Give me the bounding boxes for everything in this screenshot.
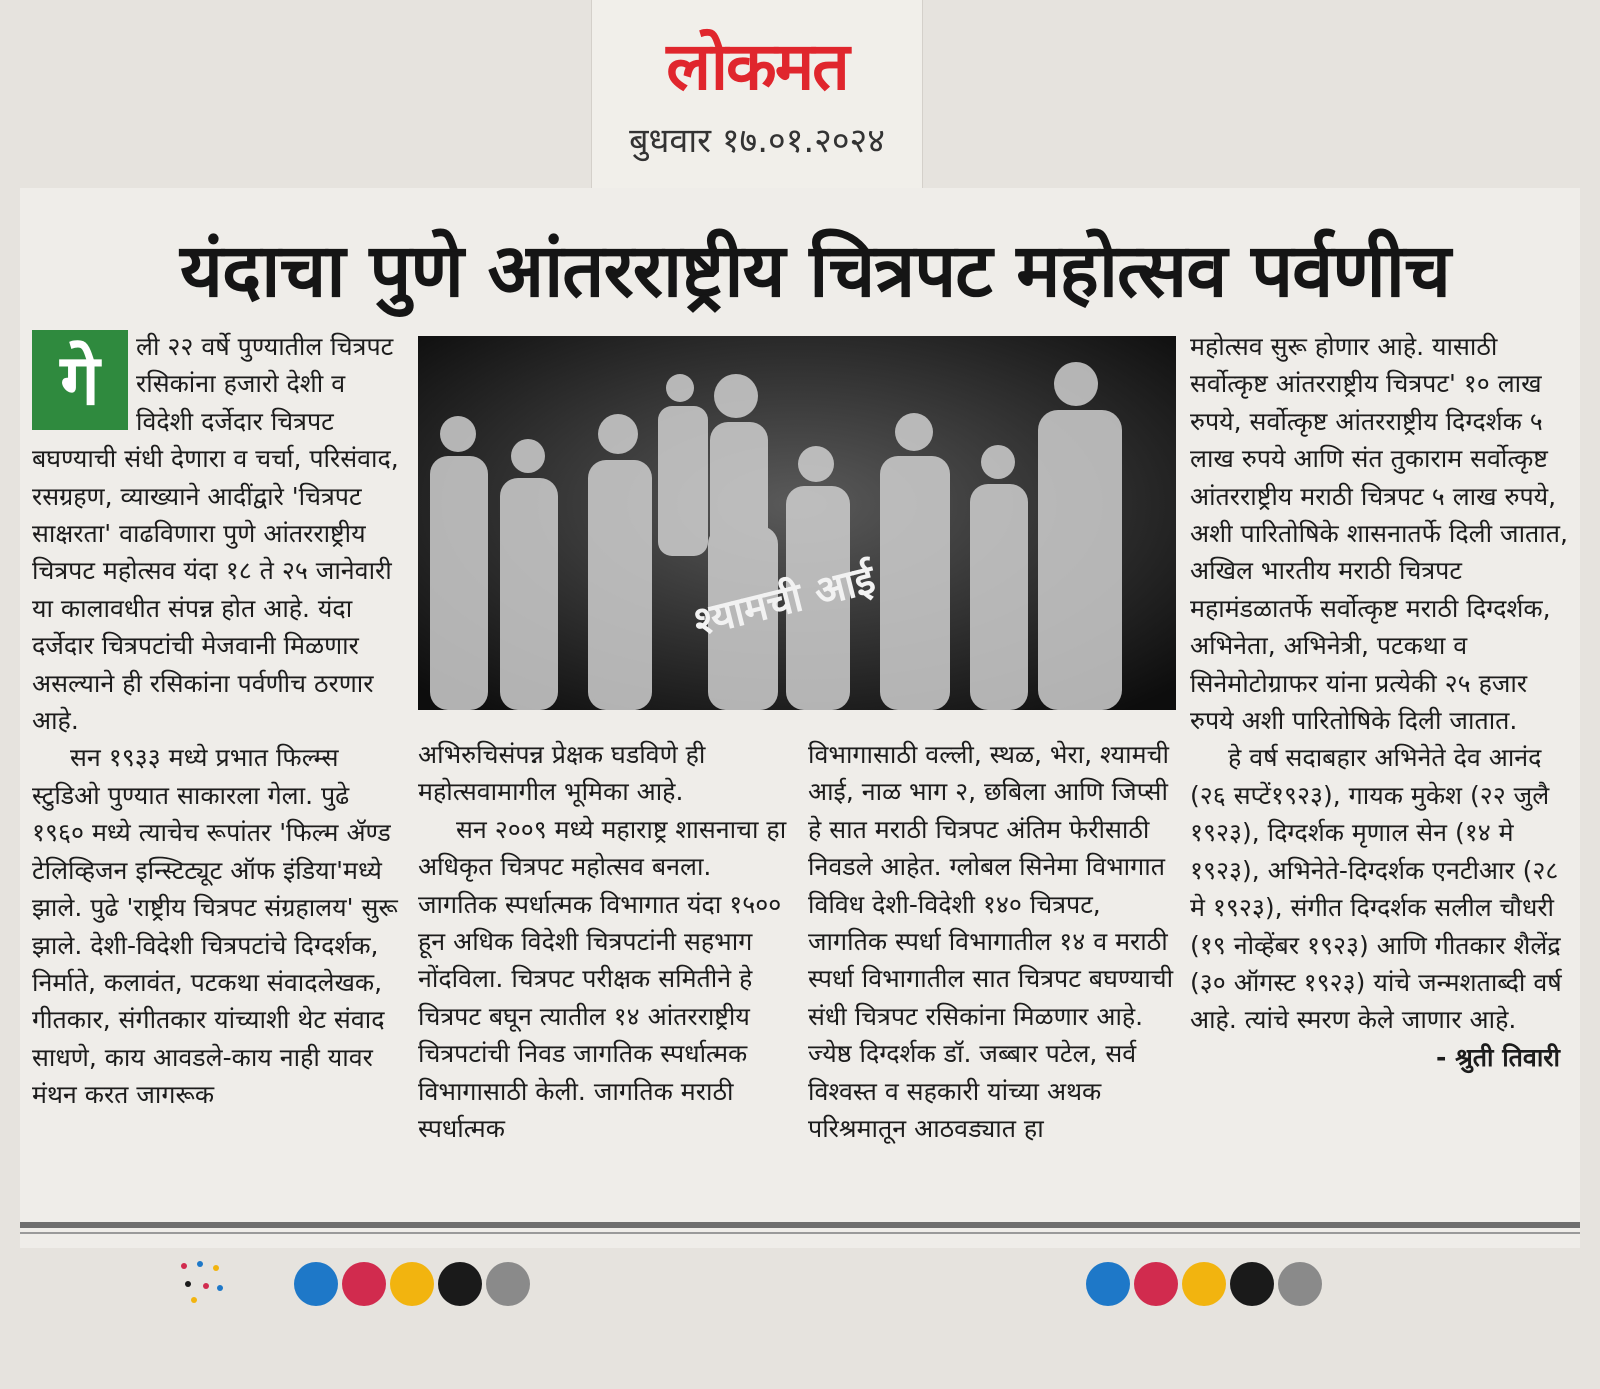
- color-registration-mark: [1278, 1262, 1322, 1306]
- article-column-1: [32, 328, 402, 1114]
- film-title-overlay: श्यामची आई: [689, 556, 880, 646]
- lead-paragraph: ली २२ वर्षे पुण्यातील चित्रपट रसिकांना हजारो देशी व विदेशी दर्जेदार चित्रपट बघण्याची संधी देणारा व चर्चा, परिसंवाद, रसग्रहण, व्याख्याने आदींद्वारे 'चित्रपट साक्षरता' वाढविणारा पुणे आंतरराष्ट्रीय चित्रपट महोत्सव यंदा १८ ते २५ जानेवारी या कालावधीत संपन्न होत आहे. यंदा दर्जेदार चित्रपटांची मेजवानी मिळणार असल्याने ही रसिकांना पर्वणीच ठरणार आहे.: [32, 332, 399, 736]
- color-registration-mark: [1086, 1262, 1130, 1306]
- article-column-2: [418, 736, 788, 1147]
- registration-dots-icon: [176, 1258, 226, 1308]
- masthead: [592, 0, 922, 188]
- color-registration-mark: [486, 1262, 530, 1306]
- article-headline: यंदाचा पुणे आंतरराष्ट्रीय चित्रपट महोत्सव पर्वणीच: [180, 228, 1450, 314]
- article-column-4: [1190, 328, 1570, 1076]
- color-registration-mark: [342, 1262, 386, 1306]
- film-still-photo: [418, 336, 1176, 710]
- newspaper-logo: लोकमत: [666, 28, 848, 105]
- group-portrait-image: [418, 336, 1176, 710]
- article-column-3: [808, 736, 1178, 1147]
- paragraph: सन २००९ मध्ये महाराष्ट्र शासनाचा हा अधिकृत चित्रपट महोत्सव बनला. जागतिक स्पर्धात्मक विभागात यंदा १५०० हून अधिक विदेशी चित्रपटांनी सहभाग नोंदविला. चित्रपट परीक्षक समितीने हे चित्रपट बघून त्यातील १४ आंतरराष्ट्रीय चित्रपटांची निवड जागतिक स्पर्धात्मक विभागासाठी केली. जागतिक मराठी स्पर्धात्मक: [418, 814, 787, 1144]
- paragraph: सन १९३३ मध्ये प्रभात फिल्म्स स्टुडिओ पुण्यात साकारला गेला. पुढे १९६० मध्ये त्याचेच रूपांतर 'फिल्म ॲण्ड टेलिव्हिजन इन्स्टिट्यूट ऑफ इंडिया'मध्ये झाले. पुढे 'राष्ट्रीय चित्रपट संग्रहालय' सुरू झाले. देशी-विदेशी चित्रपटांचे दिग्दर्शक, निर्माते, कलावंत, पटकथा संवादलेखक, गीतकार, संगीतकार यांच्याशी थेट संवाद साधणे, काय आवडले-काय नाही यावर मंथन करत जागरूक: [32, 743, 398, 1110]
- author-byline: - श्रुती तिवारी: [1435, 1042, 1560, 1072]
- publication-date: बुधवार १७.०१.२०२४: [629, 121, 885, 161]
- news-clipping: [20, 188, 1580, 1248]
- paragraph: हे वर्ष सदाबहार अभिनेते देव आनंद (२६ सप्टें१९२३), गायक मुकेश (२२ जुलै १९२३), दिग्दर्शक मृणाल सेन (१४ मे १९२३), अभिनेते-दिग्दर्शक एनटीआर (२८ मे १९२३), संगीत दिग्दर्शक सलील चौधरी (१९ नोव्हेंबर १९२३) आणि गीतकार शैलेंद्र (३० ऑगस्ट १९२३) यांचे जन्मशताब्दी वर्ष आहे. त्यांचे स्मरण केले जाणार आहे.: [1190, 743, 1562, 1035]
- color-registration-mark: [438, 1262, 482, 1306]
- color-registration-mark: [294, 1262, 338, 1306]
- color-registration-mark: [1230, 1262, 1274, 1306]
- paragraph: अभिरुचिसंपन्न प्रेक्षक घडविणे ही महोत्सवामागील भूमिका आहे.: [418, 740, 706, 807]
- bottom-rule: [20, 1222, 1580, 1228]
- paragraph: विभागासाठी वल्ली, स्थळ, भेरा, श्यामची आई, नाळ भाग २, छबिला आणि जिप्सी हे सात मराठी चित्रपट अंतिम फेरीसाठी निवडले आहेत. ग्लोबल सिनेमा विभागात विविध देशी-विदेशी १४० चित्रपट, जागतिक स्पर्धा विभागातील १४ व मराठी स्पर्धा विभागातील सात चित्रपट बघण्याची संधी चित्रपट रसिकांना मिळणार आहे. ज्येष्ठ दिग्दर्शक डॉ. जब्बार पटेल, सर्व विश्वस्त व सहकारी यांच्या अथक परिश्रमातून आठवड्यात हा: [808, 740, 1174, 1144]
- paragraph: महोत्सव सुरू होणार आहे. यासाठी सर्वोत्कृष्ट आंतरराष्ट्रीय चित्रपट' १० लाख रुपये, सर्वोत्कृष्ट आंतरराष्ट्रीय दिग्दर्शक ५ लाख रुपये आणि संत तुकाराम सर्वोत्कृष्ट आंतरराष्ट्रीय मराठी चित्रपट ५ लाख रुपये, अशी पारितोषिके शासनातर्फे दिली जातात, अखिल भारतीय मराठी चित्रपट महामंडळातर्फे सर्वोत्कृष्ट मराठी दिग्दर्शक, अभिनेता, अभिनेत्री, पटकथा व सिनेमोटोग्राफर यांना प्रत्येकी २५ हजार रुपये अशी पारितोषिके दिली जातात.: [1190, 332, 1568, 736]
- bottom-rule-thin: [20, 1232, 1580, 1234]
- color-registration-mark: [390, 1262, 434, 1306]
- color-registration-mark: [1134, 1262, 1178, 1306]
- color-registration-mark: [1182, 1262, 1226, 1306]
- dropcap: गे: [32, 330, 128, 430]
